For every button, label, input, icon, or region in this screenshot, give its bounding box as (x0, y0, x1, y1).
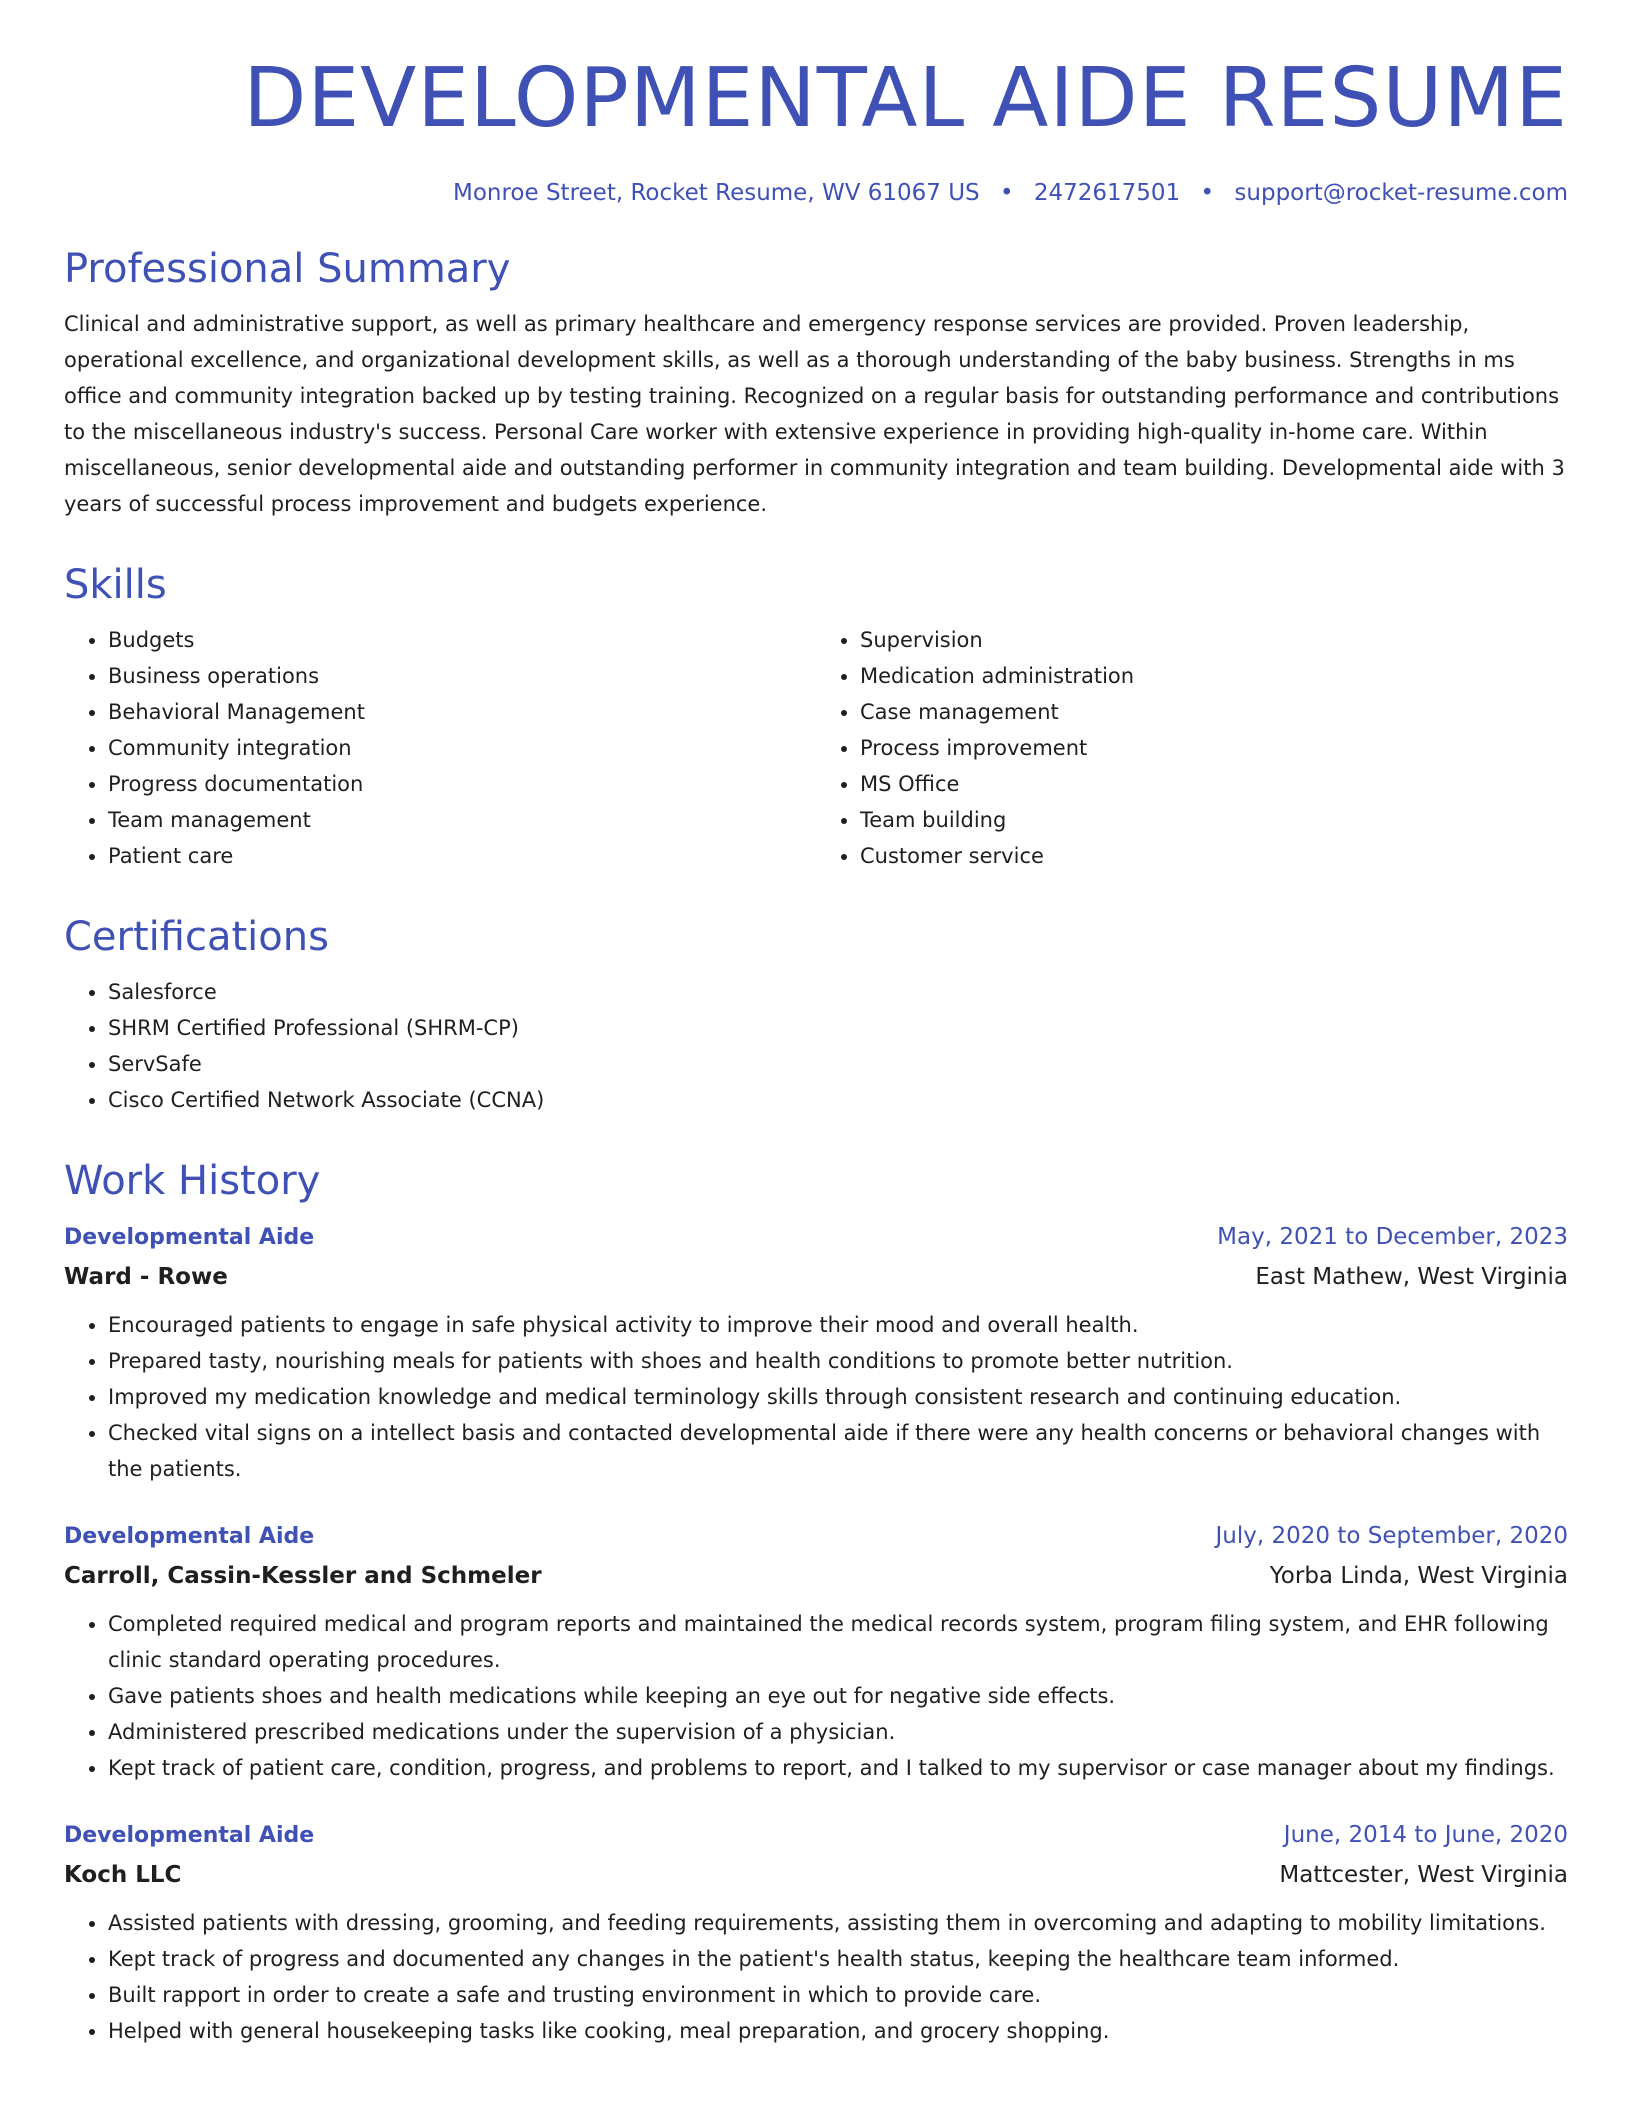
job-subheader (64, 1556, 1568, 1596)
certifications-list (64, 974, 1568, 1118)
resume-title: DEVELOPMENTAL AIDE RESUME (243, 51, 1568, 146)
job-duty: • Completed required medical and program reports and maintained the medical records system, program filing system, and EHR following clinic standard operating procedures. (108, 1606, 1568, 1678)
skill-item: • Team building (860, 802, 1568, 838)
skill-item: • Customer service (860, 838, 1568, 874)
skill-item: • Budgets (108, 622, 816, 658)
job-title: Developmental Aide (64, 1823, 315, 1849)
job-dates: June, 2014 to June, 2020 (1283, 1822, 1568, 1849)
job-duty: • Checked vital signs on a intellect basis and contacted developmental aide if there were any health concerns or behavioral changes with the patients. (108, 1415, 1568, 1487)
job-title: Developmental Aide (64, 1225, 315, 1251)
job-duty: • Encouraged patients to engage in safe physical activity to improve their mood and overall health. (108, 1307, 1568, 1343)
contact-line (64, 180, 1568, 206)
skill-item: • Patient care (108, 838, 816, 874)
job-location: Yorba Linda, West Virginia (1269, 1563, 1568, 1590)
summary-heading: Professional Summary (64, 246, 511, 293)
skill-item: • Behavioral Management (108, 694, 816, 730)
job-title: Developmental Aide (64, 1524, 315, 1550)
skill-item: • Business operations (108, 658, 816, 694)
job-duty: • Gave patients shoes and health medications while keeping an eye out for negative side effects. (108, 1678, 1568, 1714)
job-duties (64, 1307, 1568, 1487)
skill-item: • Community integration (108, 730, 816, 766)
job-duty: • Administered prescribed medications under the supervision of a physician. (108, 1714, 1568, 1750)
job-dates: May, 2021 to December, 2023 (1217, 1224, 1568, 1251)
skill-item: • Team management (108, 802, 816, 838)
certifications-heading: Certifications (64, 914, 329, 961)
contact-separator: • (1200, 180, 1215, 207)
skills-list (64, 622, 1568, 874)
job-entry (64, 1218, 1568, 1487)
job-subheader (64, 1855, 1568, 1895)
skill-item: • Medication administration (860, 658, 1568, 694)
skills-column-left (64, 622, 816, 874)
job-header (64, 1816, 1568, 1855)
job-duties (64, 1905, 1568, 2049)
work-history-heading: Work History (64, 1158, 321, 1205)
job-header (64, 1517, 1568, 1556)
job-duties (64, 1606, 1568, 1786)
job-duty: • Improved my medication knowledge and medical terminology skills through consistent research and continuing education. (108, 1379, 1568, 1415)
job-company: Koch LLC (64, 1862, 182, 1889)
job-duty: • Assisted patients with dressing, grooming, and feeding requirements, assisting them in overcoming and adapting to mobility limitations. (108, 1905, 1568, 1941)
job-entry (64, 1816, 1568, 2049)
job-company: Ward - Rowe (64, 1264, 228, 1291)
job-dates: July, 2020 to September, 2020 (1215, 1523, 1568, 1550)
job-duty: • Kept track of patient care, condition, progress, and problems to report, and I talked to my supervisor or case manager about my findings. (108, 1750, 1568, 1786)
job-location: Mattcester, West Virginia (1279, 1862, 1568, 1889)
certification-item: • Cisco Certified Network Associate (CCNA) (108, 1082, 1568, 1118)
contact-separator: • (999, 180, 1014, 207)
skills-column-right (816, 622, 1568, 874)
skill-item: • MS Office (860, 766, 1568, 802)
job-header (64, 1218, 1568, 1257)
job-location: East Mathew, West Virginia (1255, 1264, 1568, 1291)
certification-item: • ServSafe (108, 1046, 1568, 1082)
job-subheader (64, 1257, 1568, 1297)
summary-text: Clinical and administrative support, as well as primary healthcare and emergency response services are provided. Proven leadership, operational excellence, and organizational development skills, as well as a thorough understanding of the baby business. Strengths in ms office and community integration backed up by testing training. Recognized on a regular basis for outstanding performance and contributions to the miscellaneous industry's success. Personal Care worker with extensive experience in providing high-quality in-home care. Within miscellaneous, senior developmental aide and outstanding performer in community integration and team building. Developmental aide with 3 years of successful process improvement and budgets experience. (64, 312, 1565, 517)
job-duty: • Helped with general housekeeping tasks like cooking, meal preparation, and grocery shopping. (108, 2013, 1568, 2049)
certification-item: • SHRM Certified Professional (SHRM-CP) (108, 1010, 1568, 1046)
certification-item: • Salesforce (108, 974, 1568, 1010)
job-company: Carroll, Cassin-Kessler and Schmeler (64, 1563, 542, 1590)
contact-address: Monroe Street, Rocket Resume, WV 61067 US (452, 180, 980, 207)
skill-item: • Process improvement (860, 730, 1568, 766)
contact-email[interactable]: support@rocket-resume.com (1234, 180, 1568, 207)
job-duty: • Kept track of progress and documented any changes in the patient's health status, keeping the healthcare team informed. (108, 1941, 1568, 1977)
skill-item: • Case management (860, 694, 1568, 730)
skill-item: • Supervision (860, 622, 1568, 658)
job-duty: • Built rapport in order to create a safe and trusting environment in which to provide care. (108, 1977, 1568, 2013)
contact-phone: 2472617501 (1033, 180, 1181, 207)
skill-item: • Progress documentation (108, 766, 816, 802)
skills-heading: Skills (64, 562, 167, 609)
job-entry (64, 1517, 1568, 1786)
job-duty: • Prepared tasty, nourishing meals for patients with shoes and health conditions to promote better nutrition. (108, 1343, 1568, 1379)
